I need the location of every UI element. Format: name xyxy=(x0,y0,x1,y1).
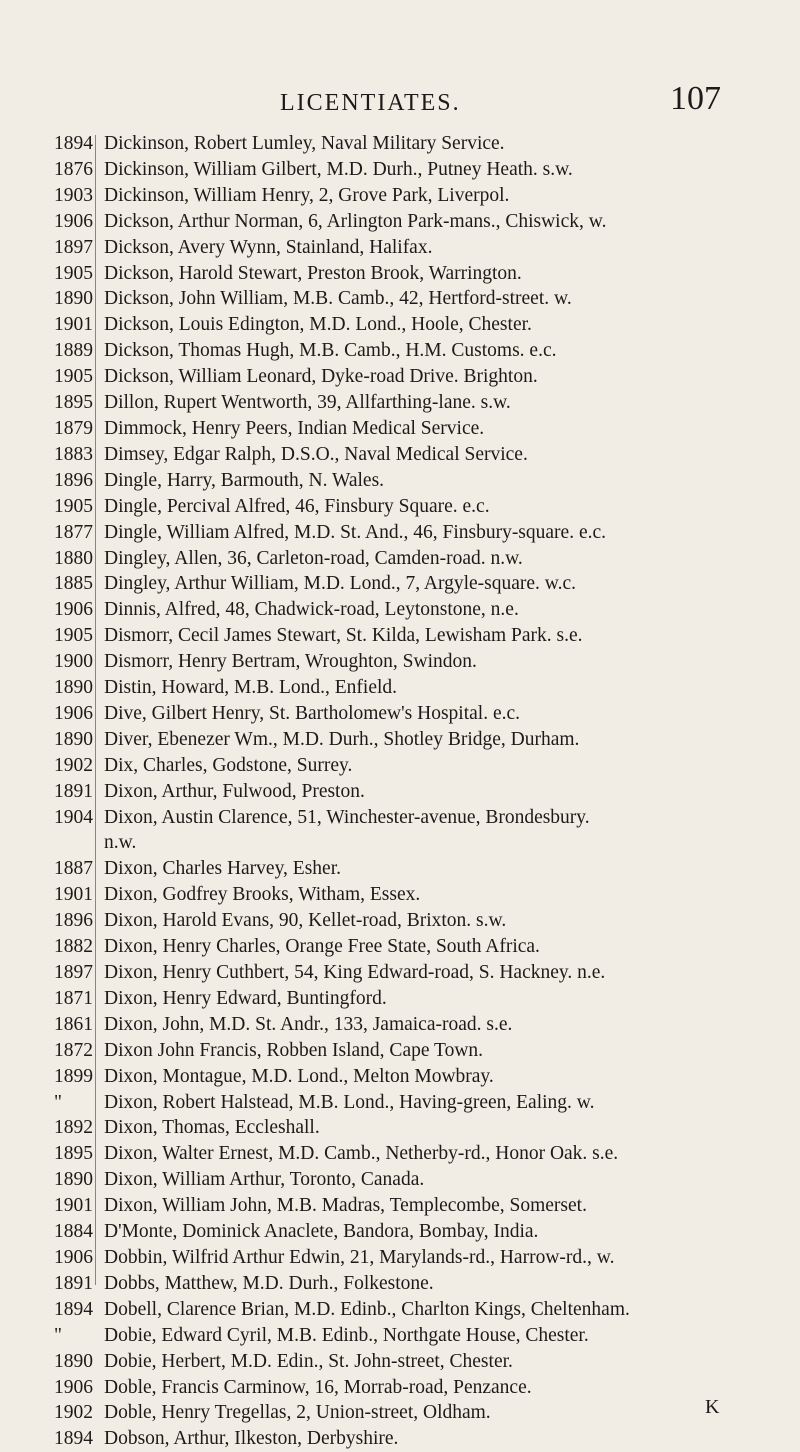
entry-year: 1861 xyxy=(54,1013,93,1035)
list-item xyxy=(50,934,795,960)
entry-year: 1872 xyxy=(54,1039,93,1061)
list-item xyxy=(50,727,795,753)
list-item xyxy=(50,520,795,546)
list-item xyxy=(50,856,795,882)
entry-text: Dixon, Walter Ernest, M.D. Camb., Netherby-rd., Honor Oak. s.e. xyxy=(104,1143,619,1165)
entry-year: 1906 xyxy=(54,1246,93,1268)
entry-year: 1890 xyxy=(54,1350,93,1372)
entry-text: Dixon, Arthur, Fulwood, Preston. xyxy=(104,780,365,802)
entry-text: Dixon, Henry Cuthbert, 54, King Edward-road, S. Hackney. n.e. xyxy=(104,962,606,983)
entry-text: Doble, Henry Tregellas, 2, Union-street, Oldham. xyxy=(104,1402,491,1424)
list-item xyxy=(50,805,795,831)
entry-year: 1905 xyxy=(54,262,93,284)
entry-year: 1903 xyxy=(54,184,93,206)
entry-text: n.w. xyxy=(104,832,137,854)
licentiate-list xyxy=(50,131,795,1452)
list-item xyxy=(50,986,795,1012)
entry-year: 1877 xyxy=(54,521,93,543)
entry-text: Dickson, Avery Wynn, Stainland, Halifax. xyxy=(104,236,433,258)
list-item xyxy=(50,209,795,235)
entry-text: Dixon, John, M.D. St. Andr., 133, Jamaica-road. s.e. xyxy=(104,1013,513,1035)
entry-text: Dobbin, Wilfrid Arthur Edwin, 21, Marylands-rd., Harrow-rd., w. xyxy=(104,1246,615,1268)
list-item xyxy=(50,1115,795,1141)
list-item xyxy=(50,235,795,261)
entry-year: 1876 xyxy=(54,158,93,180)
entry-year: 1895 xyxy=(54,392,93,414)
entry-year: 1906 xyxy=(54,1376,93,1398)
list-item xyxy=(50,830,795,856)
entry-text: Dixon, Robert Halstead, M.B. Lond., Having-green, Ealing. w. xyxy=(104,1091,595,1113)
entry-year: 1902 xyxy=(54,754,93,776)
list-item xyxy=(50,1323,795,1349)
entry-year: 1880 xyxy=(54,547,93,569)
list-item xyxy=(50,908,795,934)
entry-year: 1906 xyxy=(54,702,93,724)
entry-year: 1871 xyxy=(54,987,93,1009)
entry-year: 1890 xyxy=(54,677,93,699)
entry-text: Dix, Charles, Godstone, Surrey. xyxy=(104,754,353,776)
entry-year: 1885 xyxy=(54,573,93,595)
entry-text: Dismorr, Henry Bertram, Wroughton, Swindon. xyxy=(104,651,477,673)
list-item xyxy=(50,546,795,572)
list-item xyxy=(50,1219,795,1245)
page-header xyxy=(0,80,800,126)
entry-text: Dixon, Charles Harvey, Esher. xyxy=(104,858,342,880)
entry-text: Dixon, Henry Charles, Orange Free State, South Africa. xyxy=(104,936,540,958)
entry-text: Dobie, Edward Cyril, M.B. Edinb., Northgate House, Chester. xyxy=(104,1324,589,1346)
list-item xyxy=(50,649,795,675)
list-item xyxy=(50,1426,795,1452)
entry-year: 1887 xyxy=(54,858,93,880)
entry-text: Dingley, Arthur William, M.D. Lond., 7, Argyle-square. w.c. xyxy=(104,573,577,595)
entry-year: 1894 xyxy=(54,1298,93,1320)
list-item xyxy=(50,286,795,312)
entry-text: Dive, Gilbert Henry, St. Bartholomew's Hospital. e.c. xyxy=(104,702,521,724)
entry-text: Dixon, William Arthur, Toronto, Canada. xyxy=(104,1169,425,1191)
entry-text: Dickson, Louis Edington, M.D. Lond., Hoole, Chester. xyxy=(104,314,532,336)
list-item xyxy=(50,416,795,442)
list-item xyxy=(50,623,795,649)
entry-text: Dobie, Herbert, M.D. Edin., St. John-street, Chester. xyxy=(104,1350,513,1372)
entry-text: Dingle, Percival Alfred, 46, Finsbury Square. e.c. xyxy=(104,495,490,517)
list-item xyxy=(50,1349,795,1375)
list-item xyxy=(50,390,795,416)
list-item xyxy=(50,1012,795,1038)
entry-year: 1896 xyxy=(54,469,93,491)
entry-text: Dickson, Thomas Hugh, M.B. Camb., H.M. Customs. e.c. xyxy=(104,340,557,362)
list-item xyxy=(50,1141,795,1167)
entry-year: 1891 xyxy=(54,780,93,802)
entry-year: 1905 xyxy=(54,366,93,388)
entry-text: Dickinson, Robert Lumley, Naval Military Service. xyxy=(104,133,505,154)
entry-text: Dingley, Allen, 36, Carleton-road, Camden-road. n.w. xyxy=(104,547,523,569)
list-item xyxy=(50,1400,795,1426)
list-item xyxy=(50,779,795,805)
entry-text: Dimmock, Henry Peers, Indian Medical Service. xyxy=(104,417,485,439)
entry-year: 1879 xyxy=(54,417,93,439)
list-item xyxy=(50,1064,795,1090)
entry-text: Diver, Ebenezer Wm., M.D. Durh., Shotley Bridge, Durham. xyxy=(104,728,580,750)
entry-year: 1902 xyxy=(54,1402,93,1424)
list-item xyxy=(50,157,795,183)
list-item xyxy=(50,1193,795,1219)
entry-year: 1901 xyxy=(54,314,93,336)
list-item xyxy=(50,261,795,287)
list-item xyxy=(50,1271,795,1297)
entry-year: 1905 xyxy=(54,495,93,517)
list-item xyxy=(50,1167,795,1193)
page-number: 107 xyxy=(670,80,721,117)
entry-year: 1890 xyxy=(54,1169,93,1191)
entry-year: 1891 xyxy=(54,1272,93,1294)
list-item xyxy=(50,675,795,701)
entry-text: Dingle, William Alfred, M.D. St. And., 46, Finsbury-square. e.c. xyxy=(104,521,607,543)
entry-year: 1883 xyxy=(54,443,93,465)
entry-year: 1894 xyxy=(54,133,93,154)
entry-text: Distin, Howard, M.B. Lond., Enfield. xyxy=(104,677,398,699)
entry-year: 1889 xyxy=(54,340,93,362)
entry-year: 1896 xyxy=(54,910,93,932)
entry-text: Dixon, Thomas, Eccleshall. xyxy=(104,1117,320,1139)
entry-text: Dismorr, Cecil James Stewart, St. Kilda, Lewisham Park. s.e. xyxy=(104,625,583,647)
entry-text: Dickinson, William Henry, 2, Grove Park, Liverpol. xyxy=(104,184,510,206)
entry-year: 1901 xyxy=(54,884,93,906)
entry-text: D'Monte, Dominick Anaclete, Bandora, Bombay, India. xyxy=(104,1221,539,1243)
entry-year: 1905 xyxy=(54,625,93,647)
entry-year: 1897 xyxy=(54,962,93,983)
entry-text: Dixon, Harold Evans, 90, Kellet-road, Brixton. s.w. xyxy=(104,910,507,932)
entry-year: 1890 xyxy=(54,728,93,750)
entry-text: Dimsey, Edgar Ralph, D.S.O., Naval Medical Service. xyxy=(104,443,528,465)
entry-text: Dobbs, Matthew, M.D. Durh., Folkestone. xyxy=(104,1272,434,1294)
list-item xyxy=(50,597,795,623)
list-item xyxy=(50,338,795,364)
entry-text: Dixon, Austin Clarence, 51, Winchester-avenue, Brondesbury. xyxy=(104,806,590,828)
entry-year: 1900 xyxy=(54,651,93,673)
list-item xyxy=(50,882,795,908)
entry-text: Dixon, Godfrey Brooks, Witham, Essex. xyxy=(104,884,421,906)
list-item xyxy=(50,571,795,597)
entry-text: Dobson, Arthur, Ilkeston, Derbyshire. xyxy=(104,1428,399,1450)
entry-year: 1895 xyxy=(54,1143,93,1165)
running-title: LICENTIATES. xyxy=(280,90,461,116)
entry-text: Dingle, Harry, Barmouth, N. Wales. xyxy=(104,469,385,491)
list-item xyxy=(50,312,795,338)
entry-text: Dixon, William John, M.B. Madras, Templecombe, Somerset. xyxy=(104,1195,587,1217)
entry-year: 1882 xyxy=(54,936,93,958)
list-item xyxy=(50,701,795,727)
entry-year: 1906 xyxy=(54,599,93,621)
entry-text: Dickson, Arthur Norman, 6, Arlington Park-mans., Chiswick, w. xyxy=(104,210,607,232)
entry-text: Dickson, William Leonard, Dyke-road Drive. Brighton. xyxy=(104,366,538,388)
entry-text: Dixon, Montague, M.D. Lond., Melton Mowbray. xyxy=(104,1065,494,1087)
entry-text: Dobell, Clarence Brian, M.D. Edinb., Charlton Kings, Cheltenham. xyxy=(104,1298,630,1320)
entry-year: 1894 xyxy=(54,1428,93,1450)
entry-year: 1901 xyxy=(54,1195,93,1217)
list-item xyxy=(50,753,795,779)
list-item xyxy=(50,364,795,390)
entry-text: Dickson, Harold Stewart, Preston Brook, Warrington. xyxy=(104,262,522,284)
entry-year: 1897 xyxy=(54,236,93,258)
list-item xyxy=(50,183,795,209)
entry-text: Dickson, John William, M.B. Camb., 42, Hertford-street. w. xyxy=(104,288,572,310)
entry-year: 1884 xyxy=(54,1221,93,1243)
entry-text: Dixon John Francis, Robben Island, Cape Town. xyxy=(104,1039,484,1061)
entry-year: 1906 xyxy=(54,210,93,232)
entry-year: " xyxy=(54,1091,62,1113)
list-item xyxy=(50,494,795,520)
entry-year: 1899 xyxy=(54,1065,93,1087)
list-item xyxy=(50,1297,795,1323)
list-item xyxy=(50,1375,795,1401)
entry-text: Dinnis, Alfred, 48, Chadwick-road, Leytonstone, n.e. xyxy=(104,599,519,621)
entry-year: " xyxy=(54,1324,62,1346)
catchword: K xyxy=(705,1396,720,1418)
entry-text: Doble, Francis Carminow, 16, Morrab-road, Penzance. xyxy=(104,1376,532,1398)
entry-year: 1890 xyxy=(54,288,93,310)
list-item xyxy=(50,131,795,157)
list-item xyxy=(50,960,795,986)
entry-year: 1904 xyxy=(54,806,93,828)
entry-text: Dixon, Henry Edward, Buntingford. xyxy=(104,987,387,1009)
list-item xyxy=(50,1245,795,1271)
entry-text: Dillon, Rupert Wentworth, 39, Allfarthing-lane. s.w. xyxy=(104,392,511,414)
list-item xyxy=(50,468,795,494)
list-item xyxy=(50,1090,795,1116)
list-item xyxy=(50,442,795,468)
entry-year: 1892 xyxy=(54,1117,93,1139)
entry-text: Dickinson, William Gilbert, M.D. Durh., Putney Heath. s.w. xyxy=(104,158,573,180)
list-item xyxy=(50,1038,795,1064)
